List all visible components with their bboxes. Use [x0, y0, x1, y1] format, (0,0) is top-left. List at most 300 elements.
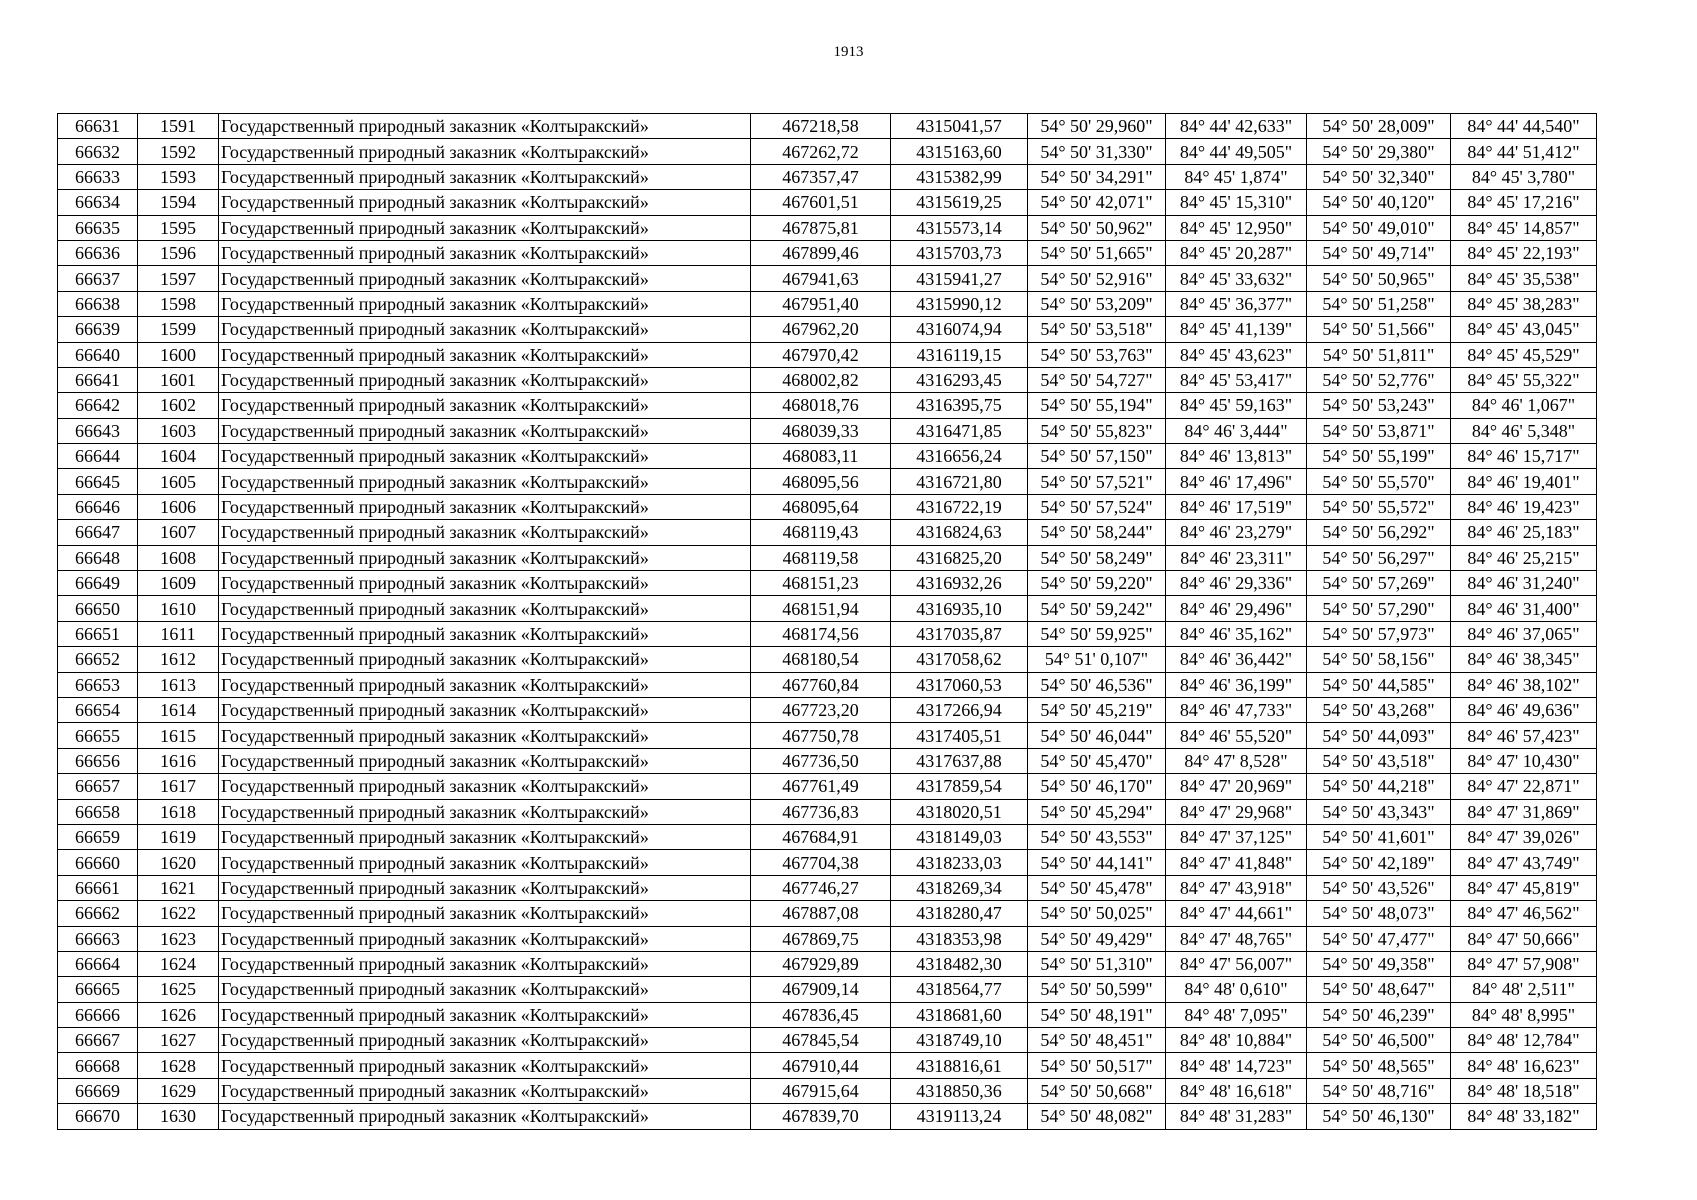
record-number-cell: 66656 [58, 748, 138, 773]
latitude-1-cell: 54° 50' 45,470" [1028, 748, 1166, 773]
longitude-2-cell: 84° 46' 31,240" [1451, 571, 1597, 596]
point-number-cell: 1592 [138, 139, 219, 164]
longitude-2-cell: 84° 46' 57,423" [1451, 723, 1597, 748]
x-coordinate-cell: 467704,38 [751, 850, 891, 875]
latitude-1-cell: 54° 50' 50,962" [1028, 215, 1166, 240]
table-row [58, 647, 1597, 672]
latitude-2-cell: 54° 50' 28,009" [1307, 114, 1451, 139]
point-number-cell: 1591 [138, 114, 219, 139]
x-coordinate-cell: 467909,14 [751, 977, 891, 1002]
table-row [58, 977, 1597, 1002]
latitude-1-cell: 54° 50' 34,291" [1028, 164, 1166, 189]
y-coordinate-cell: 4317035,87 [891, 621, 1028, 646]
longitude-1-cell: 84° 48' 7,095" [1166, 1002, 1307, 1027]
y-coordinate-cell: 4316471,85 [891, 418, 1028, 443]
record-number-cell: 66637 [58, 266, 138, 291]
point-number-cell: 1596 [138, 240, 219, 265]
longitude-2-cell: 84° 45' 38,283" [1451, 291, 1597, 316]
latitude-1-cell: 54° 50' 50,599" [1028, 977, 1166, 1002]
point-number-cell: 1630 [138, 1104, 219, 1129]
latitude-1-cell: 54° 50' 57,150" [1028, 444, 1166, 469]
name-cell: Государственный природный заказник «Колтыракский» [219, 596, 751, 621]
latitude-1-cell: 54° 50' 55,194" [1028, 393, 1166, 418]
name-cell: Государственный природный заказник «Колтыракский» [219, 190, 751, 215]
latitude-1-cell: 54° 50' 51,310" [1028, 951, 1166, 976]
longitude-1-cell: 84° 46' 17,496" [1166, 469, 1307, 494]
name-cell: Государственный природный заказник «Колтыракский» [219, 444, 751, 469]
latitude-1-cell: 54° 50' 45,478" [1028, 875, 1166, 900]
longitude-2-cell: 84° 48' 16,623" [1451, 1053, 1597, 1078]
latitude-2-cell: 54° 50' 56,292" [1307, 520, 1451, 545]
longitude-1-cell: 84° 45' 12,950" [1166, 215, 1307, 240]
longitude-2-cell: 84° 44' 51,412" [1451, 139, 1597, 164]
x-coordinate-cell: 467941,63 [751, 266, 891, 291]
table-row [58, 672, 1597, 697]
name-cell: Государственный природный заказник «Колтыракский» [219, 1053, 751, 1078]
longitude-2-cell: 84° 47' 43,749" [1451, 850, 1597, 875]
record-number-cell: 66657 [58, 774, 138, 799]
y-coordinate-cell: 4318269,34 [891, 875, 1028, 900]
longitude-1-cell: 84° 46' 36,442" [1166, 647, 1307, 672]
y-coordinate-cell: 4315619,25 [891, 190, 1028, 215]
latitude-2-cell: 54° 50' 29,380" [1307, 139, 1451, 164]
table-row [58, 444, 1597, 469]
table-row [58, 545, 1597, 570]
table-row [58, 748, 1597, 773]
point-number-cell: 1626 [138, 1002, 219, 1027]
longitude-1-cell: 84° 47' 41,848" [1166, 850, 1307, 875]
latitude-1-cell: 54° 50' 52,916" [1028, 266, 1166, 291]
record-number-cell: 66646 [58, 494, 138, 519]
longitude-2-cell: 84° 45' 14,857" [1451, 215, 1597, 240]
x-coordinate-cell: 468002,82 [751, 367, 891, 392]
table-row [58, 393, 1597, 418]
point-number-cell: 1629 [138, 1078, 219, 1103]
y-coordinate-cell: 4316293,45 [891, 367, 1028, 392]
name-cell: Государственный природный заказник «Колтыракский» [219, 951, 751, 976]
table-row [58, 850, 1597, 875]
latitude-2-cell: 54° 50' 43,518" [1307, 748, 1451, 773]
longitude-2-cell: 84° 45' 17,216" [1451, 190, 1597, 215]
x-coordinate-cell: 467761,49 [751, 774, 891, 799]
x-coordinate-cell: 467746,27 [751, 875, 891, 900]
longitude-2-cell: 84° 48' 8,995" [1451, 1002, 1597, 1027]
latitude-2-cell: 54° 50' 58,156" [1307, 647, 1451, 672]
latitude-1-cell: 54° 50' 53,763" [1028, 342, 1166, 367]
record-number-cell: 66632 [58, 139, 138, 164]
point-number-cell: 1599 [138, 317, 219, 342]
latitude-1-cell: 54° 50' 42,071" [1028, 190, 1166, 215]
point-number-cell: 1612 [138, 647, 219, 672]
longitude-2-cell: 84° 44' 44,540" [1451, 114, 1597, 139]
x-coordinate-cell: 467962,20 [751, 317, 891, 342]
record-number-cell: 66643 [58, 418, 138, 443]
record-number-cell: 66634 [58, 190, 138, 215]
record-number-cell: 66639 [58, 317, 138, 342]
longitude-1-cell: 84° 45' 59,163" [1166, 393, 1307, 418]
longitude-1-cell: 84° 47' 29,968" [1166, 799, 1307, 824]
y-coordinate-cell: 4317859,54 [891, 774, 1028, 799]
y-coordinate-cell: 4318681,60 [891, 1002, 1028, 1027]
longitude-2-cell: 84° 45' 35,538" [1451, 266, 1597, 291]
latitude-1-cell: 54° 50' 46,044" [1028, 723, 1166, 748]
latitude-1-cell: 54° 50' 57,521" [1028, 469, 1166, 494]
y-coordinate-cell: 4319113,24 [891, 1104, 1028, 1129]
table-row [58, 494, 1597, 519]
y-coordinate-cell: 4316825,20 [891, 545, 1028, 570]
x-coordinate-cell: 468095,64 [751, 494, 891, 519]
name-cell: Государственный природный заказник «Колтыракский» [219, 494, 751, 519]
table-row [58, 114, 1597, 139]
latitude-2-cell: 54° 50' 48,716" [1307, 1078, 1451, 1103]
y-coordinate-cell: 4318482,30 [891, 951, 1028, 976]
point-number-cell: 1611 [138, 621, 219, 646]
latitude-2-cell: 54° 50' 32,340" [1307, 164, 1451, 189]
point-number-cell: 1614 [138, 697, 219, 722]
x-coordinate-cell: 467357,47 [751, 164, 891, 189]
longitude-2-cell: 84° 48' 33,182" [1451, 1104, 1597, 1129]
longitude-1-cell: 84° 45' 33,632" [1166, 266, 1307, 291]
x-coordinate-cell: 467951,40 [751, 291, 891, 316]
point-number-cell: 1628 [138, 1053, 219, 1078]
x-coordinate-cell: 467910,44 [751, 1053, 891, 1078]
table-row [58, 774, 1597, 799]
table-row [58, 266, 1597, 291]
record-number-cell: 66631 [58, 114, 138, 139]
table-row [58, 723, 1597, 748]
longitude-1-cell: 84° 45' 53,417" [1166, 367, 1307, 392]
name-cell: Государственный природный заказник «Колтыракский» [219, 799, 751, 824]
name-cell: Государственный природный заказник «Колтыракский» [219, 748, 751, 773]
x-coordinate-cell: 468151,94 [751, 596, 891, 621]
longitude-2-cell: 84° 47' 31,869" [1451, 799, 1597, 824]
table-row [58, 418, 1597, 443]
y-coordinate-cell: 4318564,77 [891, 977, 1028, 1002]
x-coordinate-cell: 467915,64 [751, 1078, 891, 1103]
name-cell: Государственный природный заказник «Колтыракский» [219, 901, 751, 926]
record-number-cell: 66662 [58, 901, 138, 926]
table-row [58, 520, 1597, 545]
record-number-cell: 66669 [58, 1078, 138, 1103]
latitude-1-cell: 54° 50' 50,025" [1028, 901, 1166, 926]
latitude-1-cell: 54° 50' 45,219" [1028, 697, 1166, 722]
name-cell: Государственный природный заказник «Колтыракский» [219, 647, 751, 672]
point-number-cell: 1602 [138, 393, 219, 418]
x-coordinate-cell: 468174,56 [751, 621, 891, 646]
longitude-2-cell: 84° 45' 55,322" [1451, 367, 1597, 392]
table-row [58, 342, 1597, 367]
point-number-cell: 1627 [138, 1028, 219, 1053]
longitude-1-cell: 84° 48' 0,610" [1166, 977, 1307, 1002]
name-cell: Государственный природный заказник «Колтыракский» [219, 1078, 751, 1103]
name-cell: Государственный природный заказник «Колтыракский» [219, 139, 751, 164]
longitude-2-cell: 84° 47' 57,908" [1451, 951, 1597, 976]
latitude-2-cell: 54° 50' 57,269" [1307, 571, 1451, 596]
name-cell: Государственный природный заказник «Колтыракский» [219, 723, 751, 748]
y-coordinate-cell: 4317266,94 [891, 697, 1028, 722]
table-body [58, 114, 1597, 1130]
record-number-cell: 66655 [58, 723, 138, 748]
x-coordinate-cell: 467601,51 [751, 190, 891, 215]
record-number-cell: 66667 [58, 1028, 138, 1053]
x-coordinate-cell: 468018,76 [751, 393, 891, 418]
y-coordinate-cell: 4318850,36 [891, 1078, 1028, 1103]
point-number-cell: 1613 [138, 672, 219, 697]
point-number-cell: 1606 [138, 494, 219, 519]
point-number-cell: 1598 [138, 291, 219, 316]
latitude-2-cell: 54° 50' 49,358" [1307, 951, 1451, 976]
name-cell: Государственный природный заказник «Колтыракский» [219, 545, 751, 570]
point-number-cell: 1610 [138, 596, 219, 621]
y-coordinate-cell: 4315573,14 [891, 215, 1028, 240]
name-cell: Государственный природный заказник «Колтыракский» [219, 1002, 751, 1027]
latitude-2-cell: 54° 50' 43,526" [1307, 875, 1451, 900]
longitude-1-cell: 84° 48' 31,283" [1166, 1104, 1307, 1129]
longitude-2-cell: 84° 47' 10,430" [1451, 748, 1597, 773]
name-cell: Государственный природный заказник «Колтыракский» [219, 697, 751, 722]
record-number-cell: 66642 [58, 393, 138, 418]
x-coordinate-cell: 468151,23 [751, 571, 891, 596]
longitude-1-cell: 84° 48' 10,884" [1166, 1028, 1307, 1053]
point-number-cell: 1623 [138, 926, 219, 951]
longitude-2-cell: 84° 46' 19,401" [1451, 469, 1597, 494]
record-number-cell: 66633 [58, 164, 138, 189]
x-coordinate-cell: 467887,08 [751, 901, 891, 926]
latitude-1-cell: 54° 50' 46,170" [1028, 774, 1166, 799]
x-coordinate-cell: 467899,46 [751, 240, 891, 265]
latitude-1-cell: 54° 50' 48,082" [1028, 1104, 1166, 1129]
name-cell: Государственный природный заказник «Колтыракский» [219, 977, 751, 1002]
x-coordinate-cell: 467736,83 [751, 799, 891, 824]
name-cell: Государственный природный заказник «Колтыракский» [219, 875, 751, 900]
latitude-1-cell: 54° 51' 0,107" [1028, 647, 1166, 672]
longitude-1-cell: 84° 47' 44,661" [1166, 901, 1307, 926]
name-cell: Государственный природный заказник «Колтыракский» [219, 114, 751, 139]
point-number-cell: 1621 [138, 875, 219, 900]
latitude-2-cell: 54° 50' 43,268" [1307, 697, 1451, 722]
name-cell: Государственный природный заказник «Колтыракский» [219, 418, 751, 443]
latitude-2-cell: 54° 50' 56,297" [1307, 545, 1451, 570]
latitude-1-cell: 54° 50' 45,294" [1028, 799, 1166, 824]
x-coordinate-cell: 467723,20 [751, 697, 891, 722]
longitude-2-cell: 84° 45' 3,780" [1451, 164, 1597, 189]
y-coordinate-cell: 4318816,61 [891, 1053, 1028, 1078]
y-coordinate-cell: 4318280,47 [891, 901, 1028, 926]
record-number-cell: 66668 [58, 1053, 138, 1078]
name-cell: Государственный природный заказник «Колтыракский» [219, 164, 751, 189]
y-coordinate-cell: 4315941,27 [891, 266, 1028, 291]
latitude-2-cell: 54° 50' 57,973" [1307, 621, 1451, 646]
longitude-1-cell: 84° 44' 49,505" [1166, 139, 1307, 164]
y-coordinate-cell: 4316119,15 [891, 342, 1028, 367]
record-number-cell: 66636 [58, 240, 138, 265]
name-cell: Государственный природный заказник «Колтыракский» [219, 469, 751, 494]
latitude-2-cell: 54° 50' 53,243" [1307, 393, 1451, 418]
longitude-1-cell: 84° 46' 29,336" [1166, 571, 1307, 596]
latitude-2-cell: 54° 50' 51,566" [1307, 317, 1451, 342]
longitude-2-cell: 84° 46' 49,636" [1451, 697, 1597, 722]
record-number-cell: 66640 [58, 342, 138, 367]
table-row [58, 317, 1597, 342]
latitude-1-cell: 54° 50' 31,330" [1028, 139, 1166, 164]
name-cell: Государственный природный заказник «Колтыракский» [219, 926, 751, 951]
x-coordinate-cell: 467262,72 [751, 139, 891, 164]
longitude-1-cell: 84° 46' 23,279" [1166, 520, 1307, 545]
record-number-cell: 66638 [58, 291, 138, 316]
table-row [58, 469, 1597, 494]
longitude-1-cell: 84° 44' 42,633" [1166, 114, 1307, 139]
table-row [58, 621, 1597, 646]
name-cell: Государственный природный заказник «Колтыракский» [219, 774, 751, 799]
record-number-cell: 66644 [58, 444, 138, 469]
record-number-cell: 66649 [58, 571, 138, 596]
longitude-1-cell: 84° 47' 37,125" [1166, 824, 1307, 849]
table-row [58, 240, 1597, 265]
y-coordinate-cell: 4318020,51 [891, 799, 1028, 824]
longitude-1-cell: 84° 46' 13,813" [1166, 444, 1307, 469]
x-coordinate-cell: 467750,78 [751, 723, 891, 748]
latitude-2-cell: 54° 50' 47,477" [1307, 926, 1451, 951]
table-row [58, 571, 1597, 596]
table-row [58, 901, 1597, 926]
longitude-2-cell: 84° 47' 22,871" [1451, 774, 1597, 799]
longitude-2-cell: 84° 46' 5,348" [1451, 418, 1597, 443]
record-number-cell: 66660 [58, 850, 138, 875]
y-coordinate-cell: 4316932,26 [891, 571, 1028, 596]
record-number-cell: 66650 [58, 596, 138, 621]
longitude-1-cell: 84° 45' 41,139" [1166, 317, 1307, 342]
point-number-cell: 1618 [138, 799, 219, 824]
longitude-2-cell: 84° 46' 31,400" [1451, 596, 1597, 621]
record-number-cell: 66648 [58, 545, 138, 570]
latitude-2-cell: 54° 50' 41,601" [1307, 824, 1451, 849]
latitude-1-cell: 54° 50' 46,536" [1028, 672, 1166, 697]
latitude-2-cell: 54° 50' 52,776" [1307, 367, 1451, 392]
latitude-2-cell: 54° 50' 44,218" [1307, 774, 1451, 799]
y-coordinate-cell: 4317060,53 [891, 672, 1028, 697]
point-number-cell: 1605 [138, 469, 219, 494]
name-cell: Государственный природный заказник «Колтыракский» [219, 1104, 751, 1129]
table-row [58, 367, 1597, 392]
latitude-1-cell: 54° 50' 59,925" [1028, 621, 1166, 646]
point-number-cell: 1608 [138, 545, 219, 570]
longitude-2-cell: 84° 47' 50,666" [1451, 926, 1597, 951]
longitude-2-cell: 84° 45' 22,193" [1451, 240, 1597, 265]
y-coordinate-cell: 4316395,75 [891, 393, 1028, 418]
longitude-1-cell: 84° 47' 43,918" [1166, 875, 1307, 900]
record-number-cell: 66645 [58, 469, 138, 494]
x-coordinate-cell: 467760,84 [751, 672, 891, 697]
latitude-2-cell: 54° 50' 57,290" [1307, 596, 1451, 621]
latitude-2-cell: 54° 50' 42,189" [1307, 850, 1451, 875]
table-row [58, 926, 1597, 951]
table-row [58, 139, 1597, 164]
page-number: 1913 [833, 44, 864, 60]
record-number-cell: 66651 [58, 621, 138, 646]
longitude-2-cell: 84° 46' 1,067" [1451, 393, 1597, 418]
point-number-cell: 1607 [138, 520, 219, 545]
longitude-2-cell: 84° 46' 19,423" [1451, 494, 1597, 519]
longitude-1-cell: 84° 47' 56,007" [1166, 951, 1307, 976]
point-number-cell: 1616 [138, 748, 219, 773]
record-number-cell: 66641 [58, 367, 138, 392]
longitude-1-cell: 84° 47' 20,969" [1166, 774, 1307, 799]
longitude-1-cell: 84° 45' 15,310" [1166, 190, 1307, 215]
point-number-cell: 1619 [138, 824, 219, 849]
point-number-cell: 1625 [138, 977, 219, 1002]
latitude-2-cell: 54° 50' 46,239" [1307, 1002, 1451, 1027]
longitude-1-cell: 84° 46' 36,199" [1166, 672, 1307, 697]
table-row [58, 164, 1597, 189]
table-row [58, 1104, 1597, 1129]
y-coordinate-cell: 4318749,10 [891, 1028, 1028, 1053]
latitude-1-cell: 54° 50' 57,524" [1028, 494, 1166, 519]
latitude-2-cell: 54° 50' 44,585" [1307, 672, 1451, 697]
y-coordinate-cell: 4318233,03 [891, 850, 1028, 875]
point-number-cell: 1615 [138, 723, 219, 748]
record-number-cell: 66635 [58, 215, 138, 240]
table-row [58, 215, 1597, 240]
name-cell: Государственный природный заказник «Колтыракский» [219, 672, 751, 697]
point-number-cell: 1609 [138, 571, 219, 596]
latitude-1-cell: 54° 50' 53,209" [1028, 291, 1166, 316]
longitude-2-cell: 84° 46' 25,215" [1451, 545, 1597, 570]
point-number-cell: 1600 [138, 342, 219, 367]
longitude-1-cell: 84° 45' 1,874" [1166, 164, 1307, 189]
latitude-1-cell: 54° 50' 50,668" [1028, 1078, 1166, 1103]
latitude-1-cell: 54° 50' 44,141" [1028, 850, 1166, 875]
point-number-cell: 1594 [138, 190, 219, 215]
latitude-1-cell: 54° 50' 48,191" [1028, 1002, 1166, 1027]
x-coordinate-cell: 467929,89 [751, 951, 891, 976]
latitude-2-cell: 54° 50' 43,343" [1307, 799, 1451, 824]
latitude-2-cell: 54° 50' 49,714" [1307, 240, 1451, 265]
table-row [58, 291, 1597, 316]
latitude-1-cell: 54° 50' 58,244" [1028, 520, 1166, 545]
y-coordinate-cell: 4316722,19 [891, 494, 1028, 519]
point-number-cell: 1593 [138, 164, 219, 189]
point-number-cell: 1601 [138, 367, 219, 392]
longitude-2-cell: 84° 47' 46,562" [1451, 901, 1597, 926]
name-cell: Государственный природный заказник «Колтыракский» [219, 571, 751, 596]
name-cell: Государственный природный заказник «Колтыракский» [219, 291, 751, 316]
longitude-1-cell: 84° 46' 29,496" [1166, 596, 1307, 621]
latitude-1-cell: 54° 50' 55,823" [1028, 418, 1166, 443]
y-coordinate-cell: 4316935,10 [891, 596, 1028, 621]
record-number-cell: 66670 [58, 1104, 138, 1129]
longitude-2-cell: 84° 48' 2,511" [1451, 977, 1597, 1002]
y-coordinate-cell: 4315041,57 [891, 114, 1028, 139]
y-coordinate-cell: 4317058,62 [891, 647, 1028, 672]
y-coordinate-cell: 4318353,98 [891, 926, 1028, 951]
longitude-2-cell: 84° 46' 25,183" [1451, 520, 1597, 545]
record-number-cell: 66654 [58, 697, 138, 722]
x-coordinate-cell: 467970,42 [751, 342, 891, 367]
point-number-cell: 1595 [138, 215, 219, 240]
longitude-2-cell: 84° 46' 15,717" [1451, 444, 1597, 469]
latitude-2-cell: 54° 50' 55,570" [1307, 469, 1451, 494]
table-row [58, 1053, 1597, 1078]
record-number-cell: 66664 [58, 951, 138, 976]
x-coordinate-cell: 468119,58 [751, 545, 891, 570]
longitude-1-cell: 84° 45' 36,377" [1166, 291, 1307, 316]
latitude-1-cell: 54° 50' 54,727" [1028, 367, 1166, 392]
longitude-1-cell: 84° 47' 48,765" [1166, 926, 1307, 951]
latitude-1-cell: 54° 50' 50,517" [1028, 1053, 1166, 1078]
x-coordinate-cell: 467839,70 [751, 1104, 891, 1129]
record-number-cell: 66653 [58, 672, 138, 697]
y-coordinate-cell: 4315382,99 [891, 164, 1028, 189]
